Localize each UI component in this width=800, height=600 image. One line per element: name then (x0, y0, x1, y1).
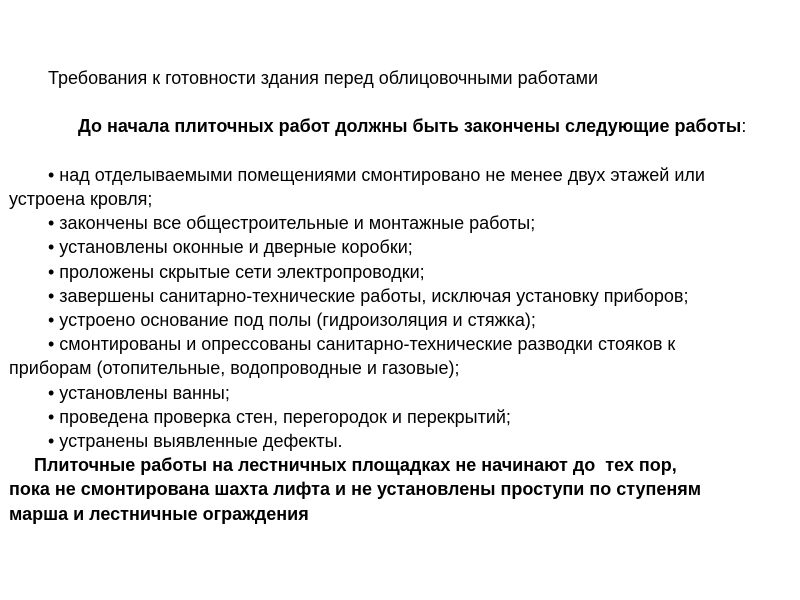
section-heading-text: До начала плиточных работ должны быть закончены следующие работы (78, 116, 742, 137)
note-line: Плиточные работы на лестничных площадках не начинают до тех пор, (34, 455, 677, 476)
bullet-item: • закончены все общестроительные и монтажные работы; (48, 213, 536, 234)
note-line: пока не смонтирована шахта лифта и не установлены проступи по ступеням (9, 479, 702, 500)
bullet-item: • устроено основание под полы (гидроизоляция и стяжка); (48, 310, 536, 331)
slide-title: Требования к готовности здания перед облицовочными работами (48, 68, 599, 88)
bullet-item: • устранены выявленные дефекты. (48, 431, 343, 452)
bullet-item-continuation: устроена кровля; (9, 189, 153, 210)
bullet-item: • установлены ванны; (48, 382, 230, 403)
text-block (9, 66, 800, 526)
bullet-item: • установлены оконные и дверные коробки; (48, 237, 413, 258)
bullet-item: • над отделываемыми помещениями смонтировано не менее двух этажей или (48, 164, 705, 185)
note-line: марша и лестничные ограждения (9, 503, 309, 524)
section-heading (9, 90, 800, 163)
bullet-item: • проложены скрытые сети электропроводки; (48, 261, 425, 282)
section-heading-colon: : (741, 116, 747, 137)
bullet-item-continuation: приборам (отопительные, водопроводные и газовые); (9, 358, 460, 379)
bullet-item: • завершены санитарно-технические работы, исключая установку приборов; (48, 285, 689, 306)
bullet-item: • смонтированы и опрессованы санитарно-технические разводки стояков к (48, 334, 676, 355)
bullet-item: • проведена проверка стен, перегородок и перекрытий; (48, 406, 511, 427)
